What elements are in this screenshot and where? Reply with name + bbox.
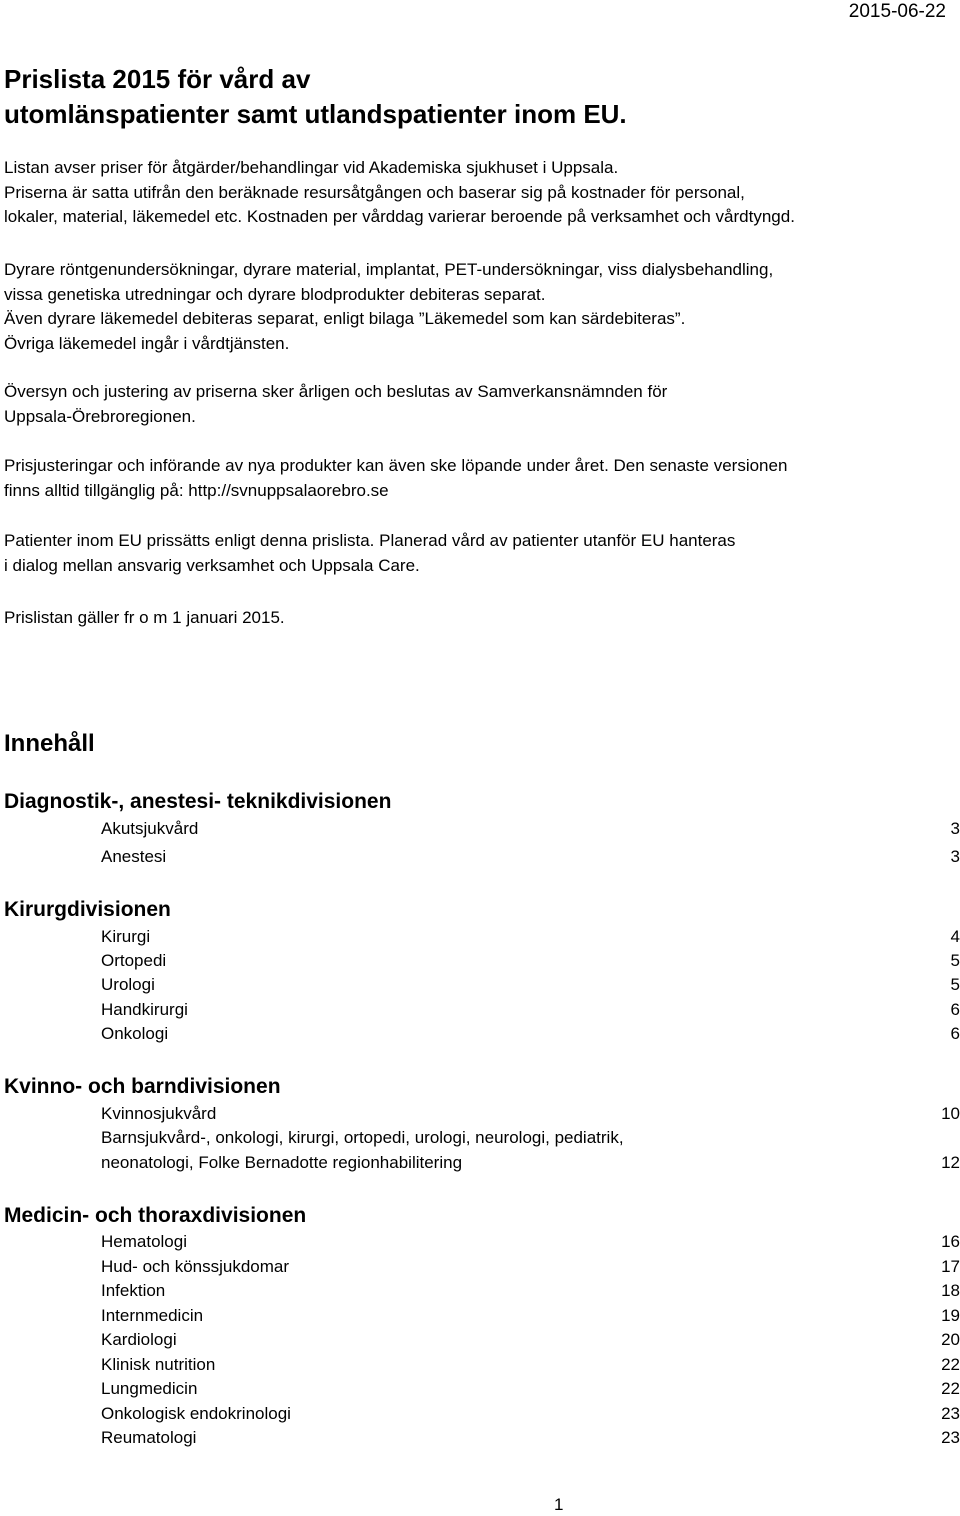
- toc-item-page: 3: [950, 847, 960, 866]
- toc-item-label: Hud- och könssjukdomar: [101, 1257, 290, 1276]
- division-heading: Medicin- och thoraxdivisionen: [4, 1204, 307, 1227]
- toc-item-page: 22: [941, 1379, 960, 1398]
- toc-item-label: Kvinnosjukvård: [101, 1104, 217, 1123]
- paragraph-line: Övriga läkemedel ingår i vårdtjänsten.: [4, 333, 290, 353]
- toc-item-page: 20: [941, 1330, 960, 1349]
- paragraph-line: Prisjusteringar och införande av nya produkter kan även ske löpande under året. Den senaste versionen: [4, 456, 788, 475]
- division-heading: Kirurgdivisionen: [4, 898, 171, 921]
- toc-item-label: Internmedicin: [101, 1306, 204, 1325]
- paragraph-line: Översyn och justering av priserna sker årligen och beslutas av Samverkansnämnden för: [4, 382, 668, 401]
- paragraph-line: Dyrare röntgenundersökningar, dyrare material, implantat, PET-undersökningar, viss dialysbehandling,: [4, 260, 774, 279]
- toc-item-page: 6: [950, 1024, 960, 1043]
- toc-item-label: Hematologi: [101, 1232, 187, 1251]
- toc-item-page: 10: [941, 1104, 960, 1123]
- paragraph-line: i dialog mellan ansvarig verksamhet och Uppsala Care.: [4, 555, 420, 575]
- intro-paragraph: [4, 156, 795, 230]
- toc-item-page: 18: [941, 1281, 960, 1300]
- paragraph-line: vissa genetiska utredningar och dyrare blodprodukter debiteras separat.: [4, 284, 546, 304]
- document-date: 2015-06-22: [848, 1, 946, 22]
- title-line: utomlänspatienter samt utlandspatienter inom EU.: [4, 99, 627, 129]
- contents-heading: Innehåll: [4, 730, 95, 757]
- intro-line: Listan avser priser för åtgärder/behandlingar vid Akademiska sjukhuset i Uppsala.: [4, 158, 619, 177]
- toc-item-page: 19: [941, 1306, 960, 1325]
- paragraph-separate-billing: [4, 258, 773, 356]
- paragraph-price-adjustments: [4, 454, 787, 503]
- toc-item-label: Lungmedicin: [101, 1379, 198, 1398]
- toc-item-page: 6: [950, 1000, 960, 1019]
- toc-item-page: 17: [941, 1257, 960, 1276]
- paragraph-line: Prislistan gäller fr o m 1 januari 2015.: [4, 608, 285, 627]
- toc-item-label: neonatologi, Folke Bernadotte regionhabilitering: [101, 1153, 463, 1172]
- document-title: [4, 62, 627, 132]
- paragraph-review: [4, 380, 667, 429]
- toc-item-page: 5: [950, 975, 960, 994]
- toc-item-label: Onkologi: [101, 1024, 169, 1043]
- paragraph-line: Uppsala-Örebroregionen.: [4, 406, 196, 426]
- toc-item-page: 23: [941, 1428, 960, 1447]
- title-line: Prislista 2015 för vård av: [4, 64, 311, 94]
- toc-item-page: 22: [941, 1355, 960, 1374]
- paragraph-eu-patients: [4, 529, 735, 578]
- intro-line: Priserna är satta utifrån den beräknade resursåtgången och baserar sig på kostnader för personal,: [4, 182, 745, 202]
- paragraph-line: Patienter inom EU prissätts enligt denna prislista. Planerad vård av patienter utanför EU hanteras: [4, 531, 736, 550]
- toc-item-label: Handkirurgi: [101, 1000, 188, 1019]
- toc-item-label: Akutsjukvård: [101, 819, 199, 838]
- paragraph-line: Även dyrare läkemedel debiteras separat, enligt bilaga ”Läkemedel som kan särdebiteras”.: [4, 309, 686, 328]
- toc-item-label: Kirurgi: [101, 927, 151, 946]
- toc-item-page: 5: [950, 951, 960, 970]
- toc-item-label: Reumatologi: [101, 1428, 197, 1447]
- paragraph-line: finns alltid tillgänglig på: http://svnuppsalaorebro.se: [4, 480, 389, 500]
- toc-item-label: Ortopedi: [101, 951, 167, 970]
- paragraph-validity: [4, 606, 285, 631]
- toc-item-page: 16: [941, 1232, 960, 1251]
- toc-item-page: 3: [950, 819, 960, 838]
- division-heading: Diagnostik-, anestesi- teknikdivisionen: [4, 790, 392, 813]
- toc-item-page: 4: [950, 927, 960, 946]
- toc-item-label: Urologi: [101, 975, 155, 994]
- toc-item-label: Anestesi: [101, 847, 167, 866]
- toc-item-page: 12: [941, 1153, 960, 1172]
- division-heading: Kvinno- och barndivisionen: [4, 1075, 281, 1098]
- toc-item-page: 23: [941, 1404, 960, 1423]
- page-number: 1: [554, 1495, 564, 1514]
- toc-item-label: Onkologisk endokrinologi: [101, 1404, 291, 1423]
- toc-item-label: Klinisk nutrition: [101, 1355, 216, 1374]
- toc-item-label: Kardiologi: [101, 1330, 177, 1349]
- toc-item-label: Infektion: [101, 1281, 166, 1300]
- intro-line: lokaler, material, läkemedel etc. Kostnaden per vårddag varierar beroende på verksamhet och vårdtyngd.: [4, 207, 795, 226]
- toc-item-label: Barnsjukvård-, onkologi, kirurgi, ortopedi, urologi, neurologi, pediatrik,: [101, 1128, 624, 1147]
